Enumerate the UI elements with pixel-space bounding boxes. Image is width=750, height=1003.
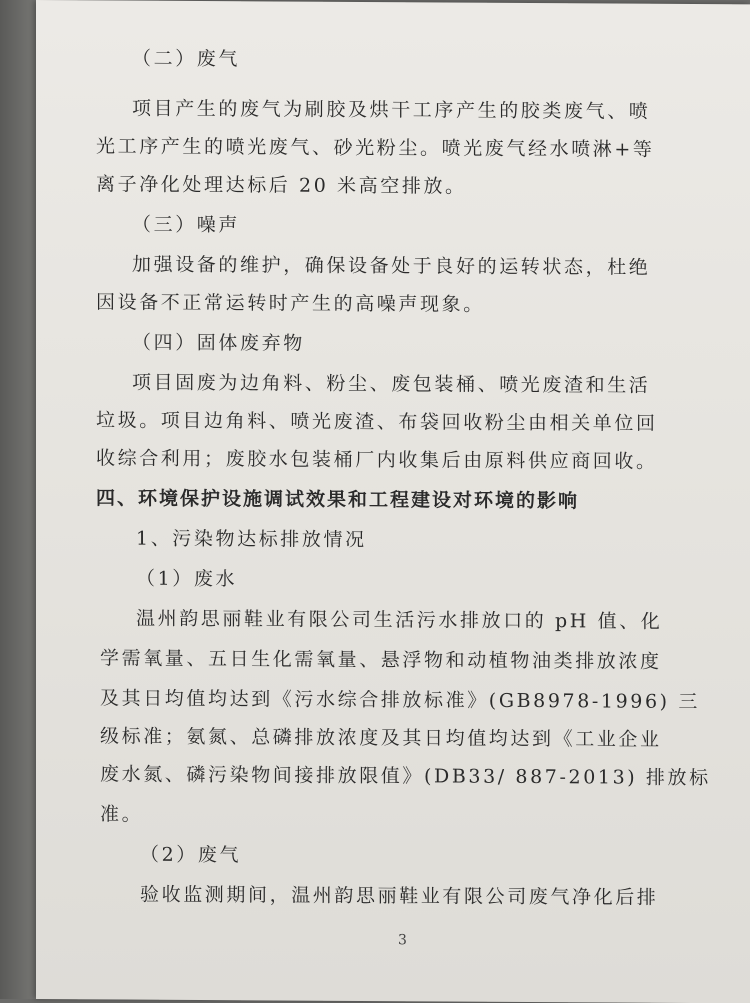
paragraph-line: 收综合利用；废胶水包装桶厂内收集后由原料供应商回收。 [96,447,658,473]
paragraph-line: 学需氧量、五日生化需氧量、悬浮物和动植物油类排放浓度 [100,647,662,673]
section-heading-solid-waste: （四）固体废弃物 [132,331,305,355]
page-number: 3 [398,932,407,949]
subsection-heading: 1、污染物达标排放情况 [136,527,367,552]
paragraph-line: 验收监测期间，温州韵思丽鞋业有限公司废气净化后排 [140,883,659,909]
paragraph-line: 垃圾。项目边角料、喷光废渣、布袋回收粉尘由相关单位回 [96,409,658,435]
paragraph-line: 级标准；氨氮、总磷排放浓度及其日均值均达到《工业企业 [100,725,662,751]
paragraph-line: 加强设备的维护，确保设备处于良好的运转状态，杜绝 [132,253,651,279]
chapter-heading: 四、环境保护设施调试效果和工程建设对环境的影响 [96,487,580,513]
paragraph-line: 离子净化处理达标后 20 米高空排放。 [96,173,467,198]
paragraph-line: 废水氮、磷污染物间接排放限值》(DB33/ 887-2013) 排放标 [100,763,711,790]
paragraph-line: 项目产生的废气为刷胶及烘干工序产生的胶类废气、喷 [132,97,651,123]
paragraph-line: 项目固废为边角料、粉尘、废包装桶、喷光废渣和生活 [132,371,651,397]
background-desk [0,0,40,999]
paragraph-line: 及其日均值均达到《污水综合排放标准》(GB8978-1996) 三 [100,687,700,714]
section-heading-noise: （三）噪声 [132,213,241,237]
paragraph-line: 准。 [100,803,144,826]
paragraph-line: 光工序产生的喷光废气、砂光粉尘。喷光废气经水喷淋+等 [96,135,655,161]
paragraph-line: 因设备不正常运转时产生的高噪声现象。 [96,291,485,316]
section-heading-exhaust-gas: （二）废气 [132,47,241,71]
section-heading-exhaust-gas-2: （2）废气 [140,843,242,867]
section-heading-wastewater: （1）废水 [136,567,238,591]
paragraph-line: 温州韵思丽鞋业有限公司生活污水排放口的 pH 值、化 [136,607,663,633]
document-page [36,0,750,1003]
